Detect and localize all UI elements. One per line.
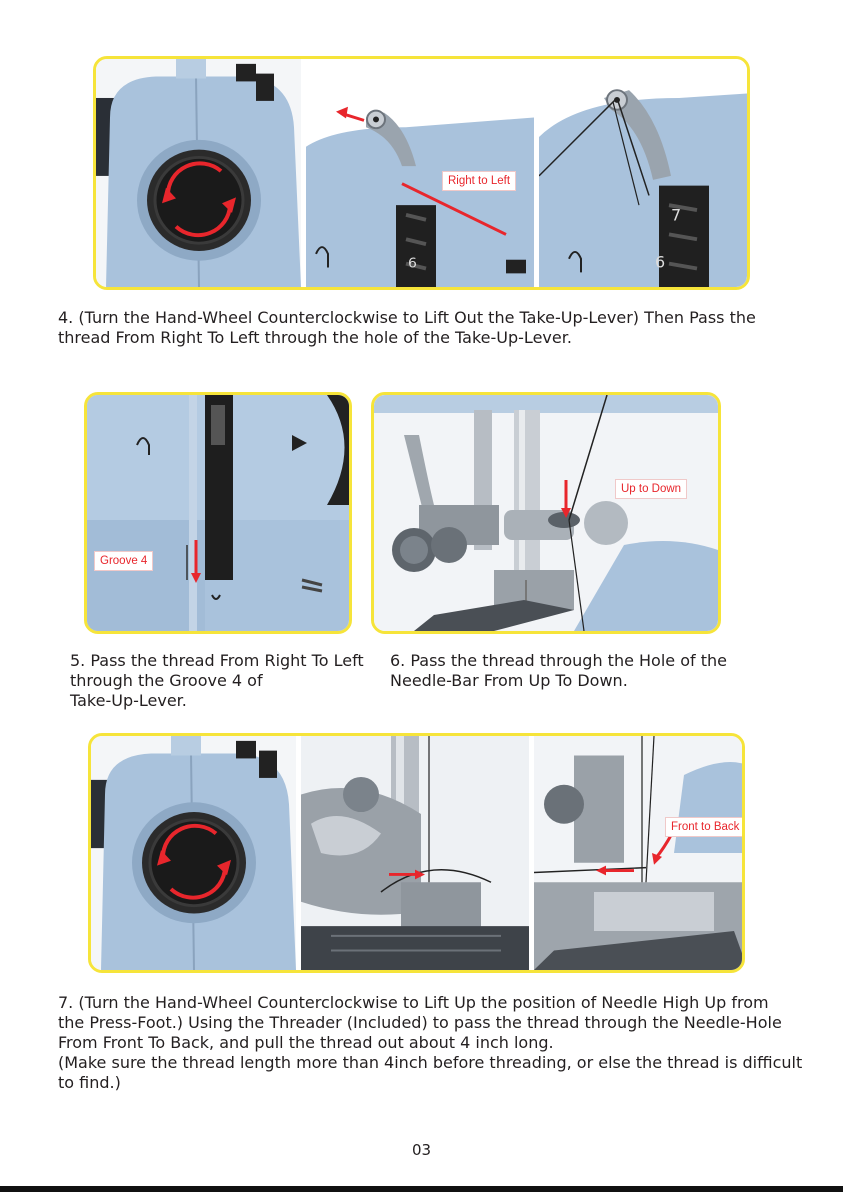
bottom-rule: [0, 1186, 843, 1192]
dial-number-six: 6: [408, 255, 417, 272]
step5-instructions: [70, 651, 364, 711]
dial-number-six-b: 6: [655, 252, 666, 272]
step5-image-frame: [84, 392, 352, 634]
threaded-lever-photo: [539, 59, 750, 287]
label-up-to-down: Up to Down: [615, 479, 687, 499]
step5-line1: 5. Pass the thread From Right To Left: [70, 651, 364, 670]
step6-line1: 6. Pass the thread through the Hole of the: [390, 651, 727, 670]
step6-image-frame: [371, 392, 721, 634]
step4-line2: thread From Right To Left through the hole of the Take-Up-Lever.: [58, 328, 572, 347]
groove-photo: [87, 395, 349, 631]
step7-line5: to find.): [58, 1073, 121, 1092]
label-front-to-back: Front to Back: [665, 817, 745, 837]
threader-photo: [301, 736, 529, 970]
dial-number-seven: 7: [671, 205, 682, 225]
step7-line1: 7. (Turn the Hand-Wheel Counterclockwise to Lift Up the position of Needle High Up from: [58, 993, 769, 1012]
label-right-to-left: Right to Left: [442, 171, 516, 191]
step7-instructions: [58, 993, 802, 1093]
step4-instructions: [58, 308, 756, 348]
handwheel-photo: [96, 59, 301, 287]
step6-instructions: [390, 651, 727, 691]
page-number: 03: [411, 1141, 432, 1159]
step4-line1: 4. (Turn the Hand-Wheel Counterclockwise to Lift Out the Take-Up-Lever) Then Pass the: [58, 308, 756, 327]
step7-line3: From Front To Back, and pull the thread out about 4 inch long.: [58, 1033, 554, 1052]
step5-line2: through the Groove 4 of: [70, 671, 263, 690]
needle-bar-photo: [374, 395, 718, 631]
step6-line2: Needle-Bar From Up To Down.: [390, 671, 628, 690]
step4-image-frame: [93, 56, 750, 290]
step7-line2: the Press-Foot.) Using the Threader (Included) to pass the thread through the Needle-Hole: [58, 1013, 782, 1032]
label-groove-4: Groove 4: [94, 551, 153, 571]
step7-line4: (Make sure the thread length more than 4inch before threading, or else the thread is difficult: [58, 1053, 803, 1072]
needle-hole-photo: [534, 736, 745, 970]
step7-image-frame: [88, 733, 745, 973]
handwheel-photo-2: [91, 736, 296, 970]
step5-line3: Take-Up-Lever.: [70, 691, 187, 710]
